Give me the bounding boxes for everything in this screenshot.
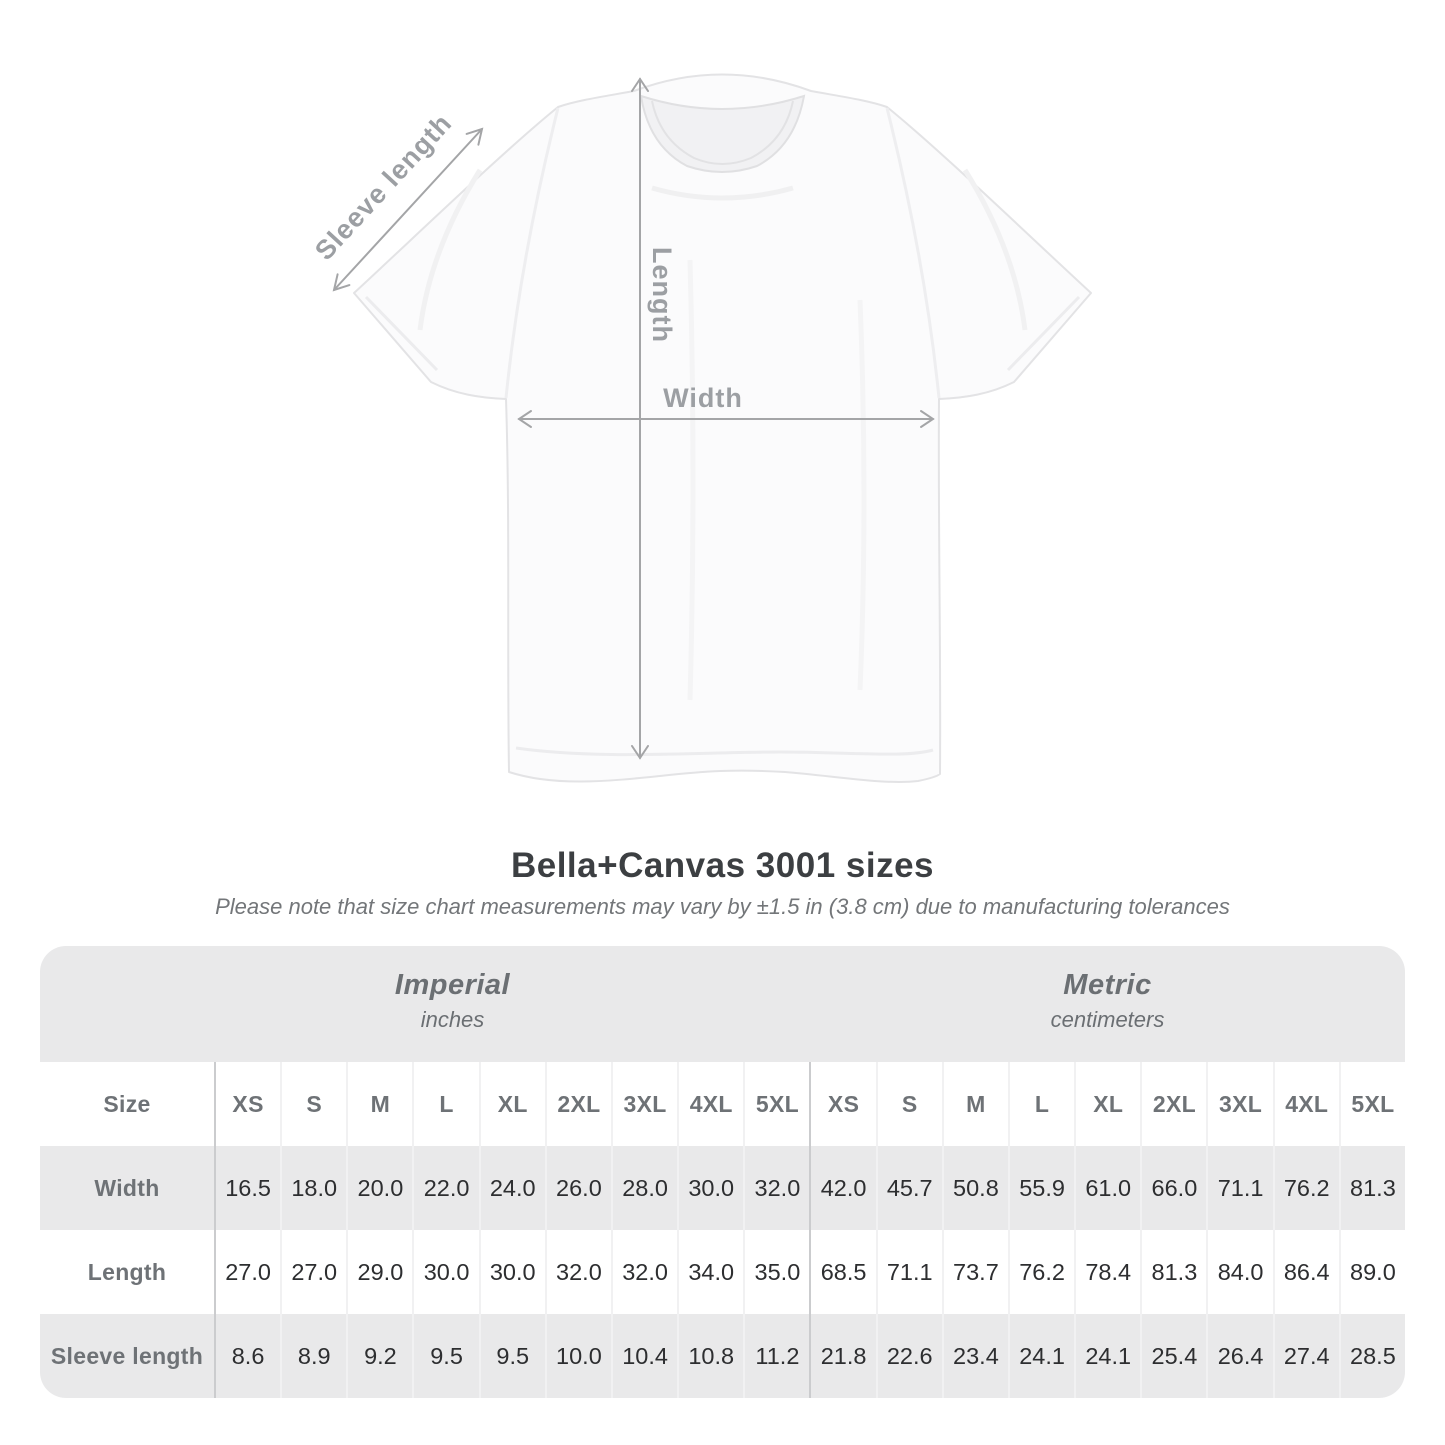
measurement-value: 28.5: [1339, 1314, 1405, 1398]
measurement-value: 22.6: [876, 1314, 942, 1398]
metric-section-header: [810, 946, 1405, 1062]
size-column-header: L: [412, 1062, 478, 1146]
row-label: Length: [87, 1258, 167, 1285]
size-column-header: XL: [479, 1062, 545, 1146]
measurement-value: 66.0: [1140, 1146, 1206, 1230]
size-column-header: 3XL: [1206, 1062, 1272, 1146]
measurement-value: 61.0: [1074, 1146, 1140, 1230]
measurement-row-sleeve-length: [40, 1314, 1405, 1398]
size-column-header: 3XL: [611, 1062, 677, 1146]
size-column-header: XS: [214, 1062, 280, 1146]
row-label: Width: [94, 1174, 160, 1201]
size-column-header: M: [942, 1062, 1008, 1146]
imperial-section-header: [40, 946, 810, 1062]
measurement-value: 16.5: [214, 1146, 280, 1230]
measurement-value: 50.8: [942, 1146, 1008, 1230]
size-column-header: M: [346, 1062, 412, 1146]
measurement-row-length: [40, 1230, 1405, 1314]
measurement-value: 55.9: [1008, 1146, 1074, 1230]
measurement-value: 34.0: [677, 1230, 743, 1314]
measurement-value: 35.0: [743, 1230, 809, 1314]
measurement-value: 23.4: [942, 1314, 1008, 1398]
measurement-value: 8.6: [214, 1314, 280, 1398]
metric-unit: centimeters: [1050, 1007, 1165, 1032]
measurement-value: 11.2: [743, 1314, 809, 1398]
measurement-value: 32.0: [743, 1146, 809, 1230]
measurement-value: 24.0: [479, 1146, 545, 1230]
size-column-header: 2XL: [1140, 1062, 1206, 1146]
measurement-value: 24.1: [1074, 1314, 1140, 1398]
size-column-header: 2XL: [545, 1062, 611, 1146]
imperial-title: Imperial: [394, 969, 511, 1001]
sleeve-length-label: Sleeve length: [309, 107, 458, 266]
measurement-value: 28.0: [611, 1146, 677, 1230]
measurement-value: 9.2: [346, 1314, 412, 1398]
measurement-value: 9.5: [412, 1314, 478, 1398]
measurement-value: 26.0: [545, 1146, 611, 1230]
unit-header-band: [40, 946, 1405, 1062]
measurement-value: 42.0: [809, 1146, 875, 1230]
size-header-row: [40, 1062, 1405, 1146]
size-grid: [40, 1062, 1405, 1398]
measurement-value: 26.4: [1206, 1314, 1272, 1398]
measurement-value: 86.4: [1273, 1230, 1339, 1314]
measurement-value: 89.0: [1339, 1230, 1405, 1314]
measurement-value: 9.5: [479, 1314, 545, 1398]
chart-heading: [0, 848, 1445, 920]
measurement-value: 30.0: [412, 1230, 478, 1314]
row-label: Sleeve length: [50, 1342, 204, 1369]
measurement-value: 22.0: [412, 1146, 478, 1230]
size-column-header: 4XL: [1273, 1062, 1339, 1146]
size-column-header: 5XL: [1339, 1062, 1405, 1146]
size-column-header: S: [876, 1062, 942, 1146]
length-label: Length: [647, 247, 677, 343]
tshirt-illustration: [354, 75, 1091, 783]
size-column-header: 5XL: [743, 1062, 809, 1146]
measurement-value: 10.4: [611, 1314, 677, 1398]
measurement-value: 45.7: [876, 1146, 942, 1230]
measurement-value: 8.9: [280, 1314, 346, 1398]
measurement-value: 27.4: [1273, 1314, 1339, 1398]
width-label: Width: [663, 383, 743, 413]
size-table: [40, 946, 1405, 1398]
size-column-header: XL: [1074, 1062, 1140, 1146]
measurement-value: 21.8: [809, 1314, 875, 1398]
measurement-value: 25.4: [1140, 1314, 1206, 1398]
measurement-value: 84.0: [1206, 1230, 1272, 1314]
tolerance-note: Please note that size chart measurements may vary by ±1.5 in (3.8 cm) due to manufacturing tolerances: [215, 894, 1230, 919]
measurement-value: 27.0: [280, 1230, 346, 1314]
size-column-header: L: [1008, 1062, 1074, 1146]
measurement-value: 30.0: [677, 1146, 743, 1230]
measurement-value: 71.1: [876, 1230, 942, 1314]
measurement-value: 18.0: [280, 1146, 346, 1230]
measurement-value: 27.0: [214, 1230, 280, 1314]
measurement-row-width: [40, 1146, 1405, 1230]
measurement-value: 78.4: [1074, 1230, 1140, 1314]
measurement-value: 76.2: [1273, 1146, 1339, 1230]
measurement-value: 10.8: [677, 1314, 743, 1398]
measurement-value: 73.7: [942, 1230, 1008, 1314]
measurement-value: 20.0: [346, 1146, 412, 1230]
size-column-header: 4XL: [677, 1062, 743, 1146]
size-column-header: XS: [809, 1062, 875, 1146]
measurement-value: 76.2: [1008, 1230, 1074, 1314]
page-title: Bella+Canvas 3001 sizes: [510, 846, 935, 885]
measurement-value: 30.0: [479, 1230, 545, 1314]
measurement-value: 81.3: [1339, 1146, 1405, 1230]
measurement-value: 32.0: [545, 1230, 611, 1314]
measurement-value: 81.3: [1140, 1230, 1206, 1314]
measurement-value: 68.5: [809, 1230, 875, 1314]
measurement-value: 32.0: [611, 1230, 677, 1314]
size-column-label: Size: [103, 1090, 151, 1117]
measurement-value: 71.1: [1206, 1146, 1272, 1230]
measurement-value: 29.0: [346, 1230, 412, 1314]
measurement-value: 24.1: [1008, 1314, 1074, 1398]
metric-title: Metric: [1063, 969, 1152, 1001]
size-column-header: S: [280, 1062, 346, 1146]
imperial-unit: inches: [420, 1007, 485, 1032]
measurement-value: 10.0: [545, 1314, 611, 1398]
